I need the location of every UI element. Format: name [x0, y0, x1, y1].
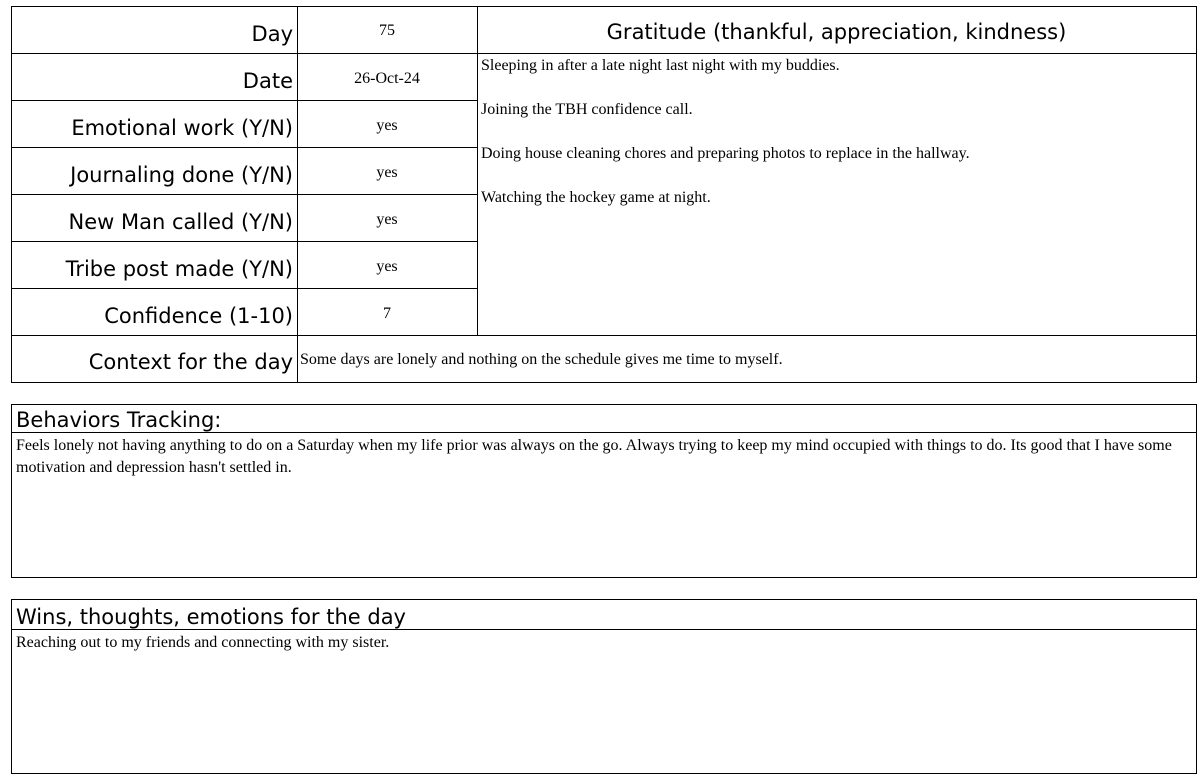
- gratitude-heading: Gratitude (thankful, appreciation, kindness): [477, 6, 1197, 54]
- wins-text[interactable]: Reaching out to my friends and connecting with my sister.: [11, 629, 1197, 774]
- label-date: Date: [11, 53, 298, 101]
- label-emotional-work: Emotional work (Y/N): [11, 100, 298, 148]
- gratitude-line: Joining the TBH confidence call.: [481, 101, 693, 118]
- gratitude-line: Watching the hockey game at night.: [481, 189, 711, 206]
- label-confidence: Confidence (1-10): [11, 288, 298, 336]
- value-journaling-done[interactable]: yes: [297, 147, 478, 195]
- value-date[interactable]: 26-Oct-24: [297, 53, 478, 101]
- label-tribe-post-made: Tribe post made (Y/N): [11, 241, 298, 289]
- value-day[interactable]: 75: [297, 6, 478, 54]
- value-new-man-called[interactable]: yes: [297, 194, 478, 242]
- value-tribe-post-made[interactable]: yes: [297, 241, 478, 289]
- behaviors-text[interactable]: Feels lonely not having anything to do on a Saturday when my life prior was always on the go. Always trying to keep my mind occupied with things to do. Its good that I have some motivation and depression hasn't settled in.: [11, 432, 1197, 578]
- wins-heading: Wins, thoughts, emotions for the day: [11, 599, 1197, 630]
- value-emotional-work[interactable]: yes: [297, 100, 478, 148]
- gratitude-line: Sleeping in after a late night last night with my buddies.: [481, 57, 840, 74]
- value-confidence[interactable]: 7: [297, 288, 478, 336]
- label-new-man-called: New Man called (Y/N): [11, 194, 298, 242]
- gratitude-line: Doing house cleaning chores and preparing photos to replace in the hallway.: [481, 145, 970, 162]
- label-context: Context for the day: [11, 335, 298, 383]
- label-journaling-done: Journaling done (Y/N): [11, 147, 298, 195]
- context-value[interactable]: Some days are lonely and nothing on the schedule gives me time to myself.: [297, 335, 1197, 383]
- gratitude-body[interactable]: [477, 53, 1197, 336]
- behaviors-heading: Behaviors Tracking:: [11, 404, 1197, 433]
- label-day: Day: [11, 6, 298, 54]
